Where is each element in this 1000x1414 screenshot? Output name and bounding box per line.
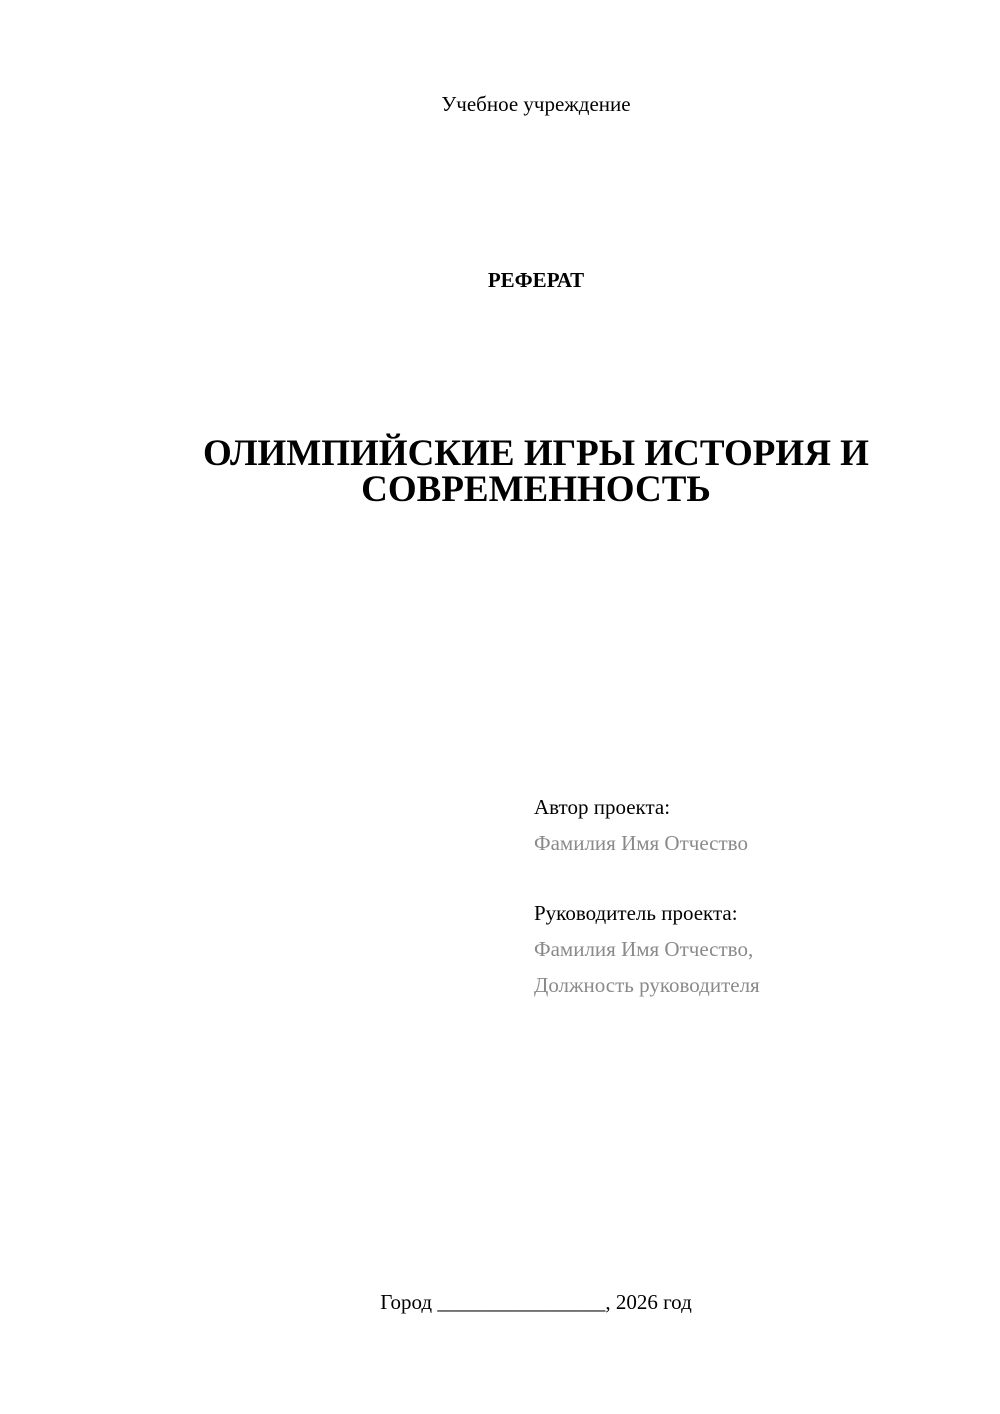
institution-name: Учебное учреждение	[441, 92, 631, 116]
document-title-line-1: ОЛИМПИЙСКИЕ ИГРЫ ИСТОРИЯ И	[203, 433, 869, 474]
city-year-line: Город ________________, 2026 год	[380, 1290, 692, 1314]
supervisor-name: Фамилия Имя Отчество,	[534, 937, 754, 961]
author-name: Фамилия Имя Отчество	[534, 831, 748, 855]
supervisor-position: Должность руководителя	[534, 973, 760, 997]
document-title	[140, 433, 932, 510]
author-label: Автор проекта:	[534, 795, 671, 819]
credits-block	[534, 789, 964, 1003]
credits-spacer	[534, 861, 964, 895]
supervisor-label: Руководитель проекта:	[534, 901, 738, 925]
document-title-line-2: СОВРЕМЕННОСТЬ	[361, 469, 711, 510]
document-type: РЕФЕРАТ	[487, 268, 585, 292]
